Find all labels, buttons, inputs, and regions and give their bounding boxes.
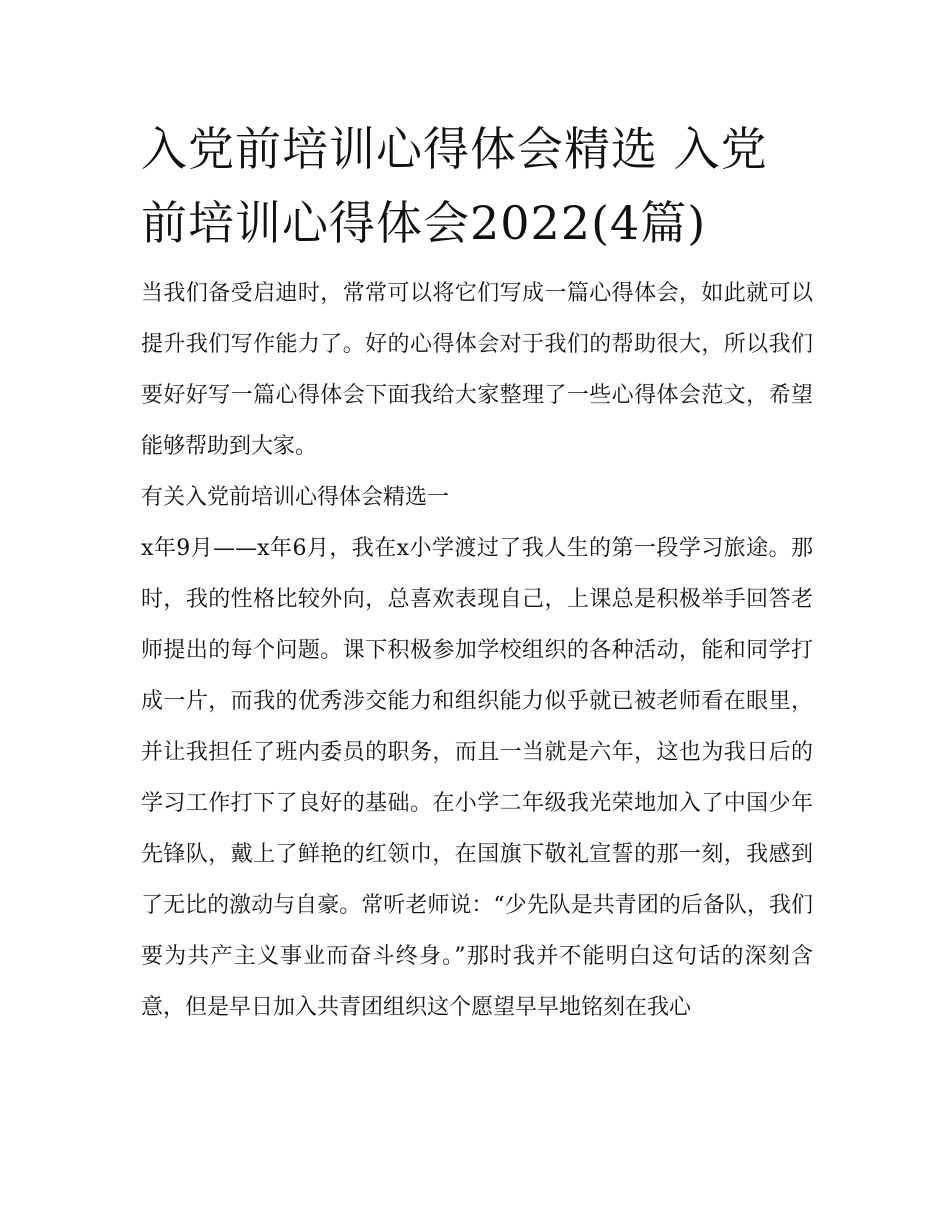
section-heading: 有关入党前培训心得体会精选一 (141, 485, 450, 510)
body-paragraph: x年9月——x年6月，我在x小学渡过了我人生的第一段学习旅途。那时，我的性格比较外向，总喜欢表现自己，上课总是积极举手回答老师提出的每个问题。课下积极参加学校组织的各种活动，能和同学打成一片，而我的优秀涉交能力和组织能力似乎就已被老师看在眼里，并让我担任了班内委员的职务，而且一当就是六年，这也为我日后的学习工作打下了良好的基础。在小学二年级我光荣地加入了中国少年先锋队，戴上了鲜艳的红领巾，在国旗下敬礼宣誓的那一刻，我感到了无比的激动与自豪。常听老师说：“少先队是共青团的后备队，我们要为共产主义事业而奋斗终身。”那时我并不能明白这句话的深刻含意，但是早日加入共青团组织这个愿望早早地铭刻在我心 (141, 536, 813, 1020)
intro-paragraph: 当我们备受启迪时，常常可以将它们写成一篇心得体会，如此就可以提升我们写作能力了。好的心得体会对于我们的帮助很大，所以我们要好好写一篇心得体会下面我给大家整理了一些心得体会范文，希望能够帮助到大家。 (141, 281, 813, 459)
document-body (141, 268, 813, 1033)
document-title: 入党前培训心得体会精选 入党前培训心得体会2022(4篇) (141, 122, 768, 250)
document-content (141, 112, 813, 1033)
